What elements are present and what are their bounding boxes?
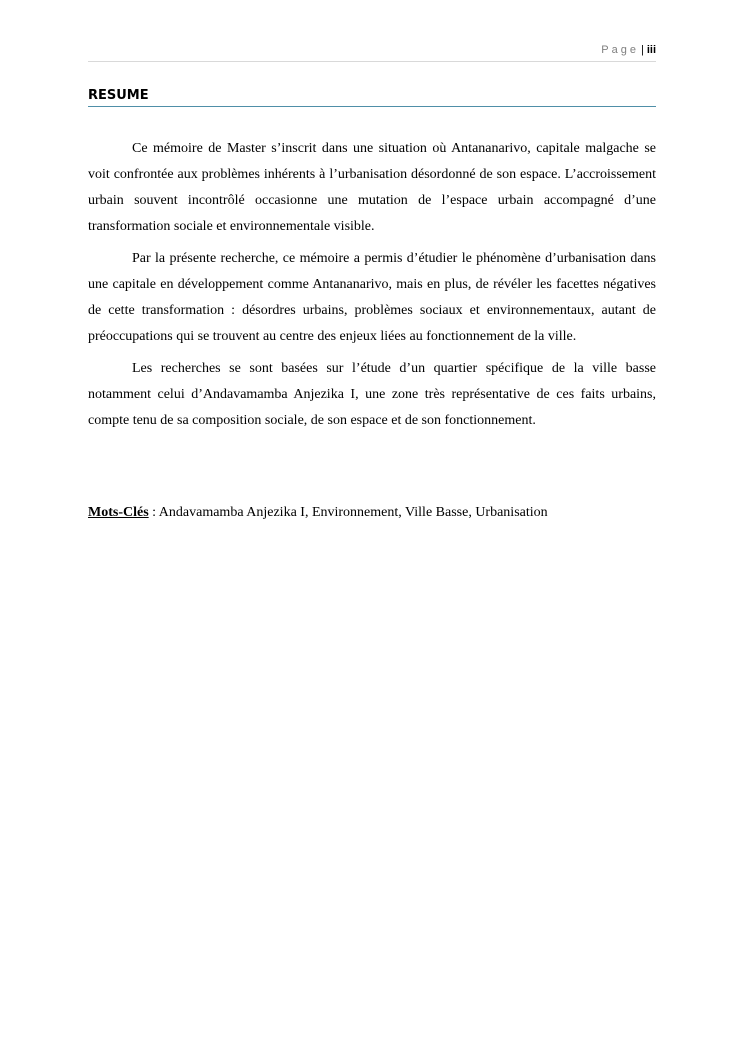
keywords-text: Andavamamba Anjezika I, Environnement, Ville Basse, Urbanisation bbox=[158, 505, 548, 520]
title-divider bbox=[88, 106, 656, 107]
abstract-paragraph-3: Les recherches se sont basées sur l’étude d’un quartier spécifique de la ville basse notamment celui d’Andavamamba Anjezika I, une zone très représentative de ces faits urbains, compte tenu de sa composition sociale, de son espace et de son fonctionnement. bbox=[88, 361, 656, 428]
page-header bbox=[88, 44, 656, 56]
abstract-body bbox=[88, 136, 656, 440]
abstract-paragraph-2: Par la présente recherche, ce mémoire a permis d’étudier le phénomène d’urbanisation dans une capitale en développement comme Antananarivo, mais en plus, de révéler les facettes négatives de cette transformation : désordres urbains, problèmes sociaux et environnementaux, autant de préoccupations qui se trouvent au centre des enjeux liées au fonctionnement de la ville. bbox=[88, 251, 656, 344]
section-title: RESUME bbox=[88, 88, 149, 103]
keywords-label: Mots-Clés bbox=[88, 505, 149, 520]
keywords-line bbox=[88, 503, 656, 523]
header-divider bbox=[88, 61, 656, 62]
keywords-separator: : bbox=[148, 505, 159, 520]
page-label: Page bbox=[601, 44, 639, 56]
page-separator: | bbox=[640, 44, 644, 56]
page-number: iii bbox=[646, 44, 656, 56]
abstract-paragraph-1: Ce mémoire de Master s’inscrit dans une situation où Antananarivo, capitale malgache se voit confrontée aux problèmes inhérents à l’urbanisation désordonné de son espace. L’accroissement urbain souvent incontrôlé occasionne une mutation de l’espace urbain accompagné d’une transformation sociale et environnementale visible. bbox=[88, 141, 656, 234]
